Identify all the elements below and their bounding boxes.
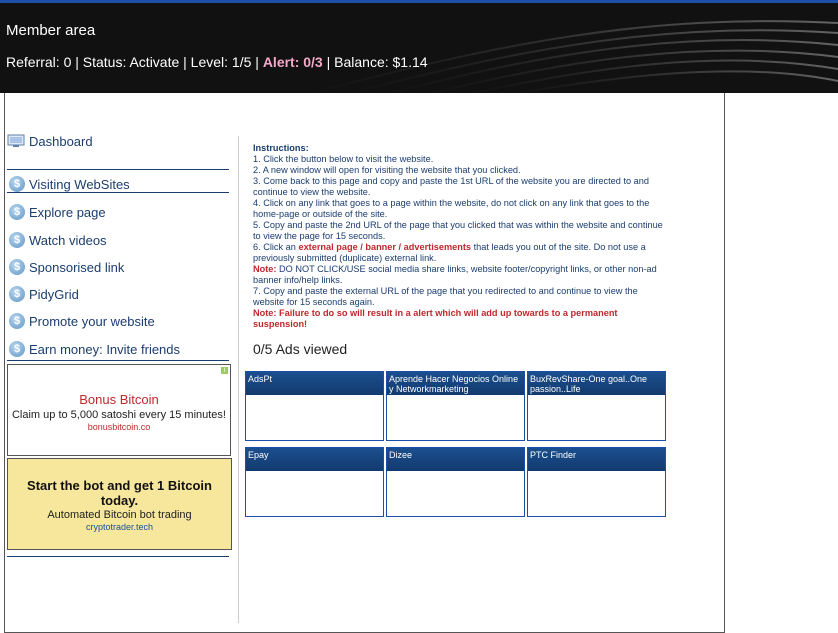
sidebar-divider [7,556,229,557]
instruction-step: 1. Click the button below to visit the website. [253,154,434,164]
sidebar-item-label: Explore page [29,204,106,220]
step-text: 6. Click an [253,242,299,252]
balance-text: | Balance: $1.14 [322,54,428,70]
stats-text: Referral: 0 | Status: Activate | Level: 1/5 | [6,54,263,70]
sidebar-item-pidygrid[interactable] [7,282,229,306]
instruction-note [253,264,665,286]
ad-tile[interactable] [386,447,525,517]
step-highlight: external page / banner / advertisements [298,242,472,252]
sidebar-item-label: Watch videos [29,232,107,248]
sidebar-divider [7,360,229,361]
sidebar-item-label: Sponsorised link [29,259,125,275]
ad-description: Claim up to 5,000 satoshi every 15 minutes! [11,409,226,421]
ad-info-icon[interactable]: i [221,367,228,374]
ad-title: Start the bot and get 1 Bitcoin today. [27,478,212,508]
instruction-step: 7. Copy and paste the external URL of the page that you redirected to and continue to view the website for 15 seconds again. [253,286,638,307]
sidebar-item-invite-friends[interactable] [7,337,229,361]
ad-tile-title: AdsPt [246,372,383,395]
sidebar-item-sponsorised-link[interactable] [7,255,229,279]
ad-tile-title: Aprende Hacer Negocios Online y Networkmarketing [387,372,524,395]
dollar-coin-icon: $ [9,232,25,248]
instruction-warning [253,308,665,330]
ad-banner-bonus-bitcoin[interactable] [7,364,231,456]
sidebar-item-watch-videos[interactable] [7,228,229,252]
ad-tile[interactable] [386,371,525,441]
ad-tile-title: PTC Finder [528,448,665,471]
sidebar-item-explore-page[interactable] [7,200,229,224]
dollar-coin-icon: $ [9,286,25,302]
ad-tile[interactable] [245,447,384,517]
sidebar-item-label: PidyGrid [29,286,79,302]
header-banner [0,0,838,93]
ad-tile-title: BuxRevShare-One goal..One passion..Life [528,372,665,395]
ad-tile-title: Dizee [387,448,524,471]
sidebar-item-label: Earn money: Invite friends [29,341,181,357]
dollar-coin-icon: $ [9,204,25,220]
ad-url[interactable]: bonusbitcoin.co [87,422,151,432]
sidebar-item-label: Dashboard [29,133,93,149]
note-label: Note: [253,308,277,318]
header-swoosh-decoration [0,3,838,93]
dollar-coin-icon: $ [9,313,25,329]
sidebar-divider [7,169,229,170]
account-stats [6,54,428,70]
instruction-step: 4. Click on any link that goes to a page within the website, do not click on any link that goes to the home-page or outside of the site. [253,198,650,219]
sidebar-item-label: Visiting WebSites [29,176,130,192]
note-text: DO NOT CLICK/USE social media share links, website footer/copyright links, or other non-ad banner info/help links. [253,264,657,285]
sidebar-item-dashboard[interactable] [7,129,229,153]
instructions-block [253,143,665,330]
ad-tile[interactable] [527,371,666,441]
instruction-step: 5. Copy and paste the 2nd URL of the page that you clicked that was within the website and continue to view the page for 15 seconds. [253,220,663,241]
dollar-coin-icon: $ [9,341,25,357]
monitor-icon [7,134,25,148]
step-text: that leads you out of the site. Do not use a previously submitted (duplicate) external link. [253,242,646,263]
sidebar-item-label: Promote your website [29,313,155,329]
ad-banner-cryptotrader[interactable] [7,458,232,550]
ads-viewed-counter: 0/5 Ads viewed [253,341,348,357]
sidebar-item-promote-website[interactable] [7,309,229,333]
instructions-heading: Instructions: [253,143,309,153]
dollar-coin-icon: $ [9,259,25,275]
ad-title: Bonus Bitcoin [79,392,159,407]
alert-count: Alert: 0/3 [262,54,323,70]
ad-url[interactable]: cryptotrader.tech [85,522,154,532]
ad-description: Automated Bitcoin bot trading [47,509,192,521]
sidebar-divider [7,192,229,193]
dollar-coin-icon: $ [9,176,25,192]
ad-tile[interactable] [245,371,384,441]
note-label: Note: [253,264,277,274]
ad-tile[interactable] [527,447,666,517]
instruction-step: 2. A new window will open for visiting the website that you clicked. [253,165,521,175]
instruction-step-6 [253,242,665,264]
warning-text: Failure to do so will result in a alert which will add up towards to a permanent suspension! [253,308,618,329]
column-divider [238,136,239,623]
ad-tile-title: Epay [246,448,383,471]
instruction-step: 3. Come back to this page and copy and paste the 1st URL of the website you are directed to and continue to view the website. [253,176,649,197]
page-title: Member area [6,22,96,39]
